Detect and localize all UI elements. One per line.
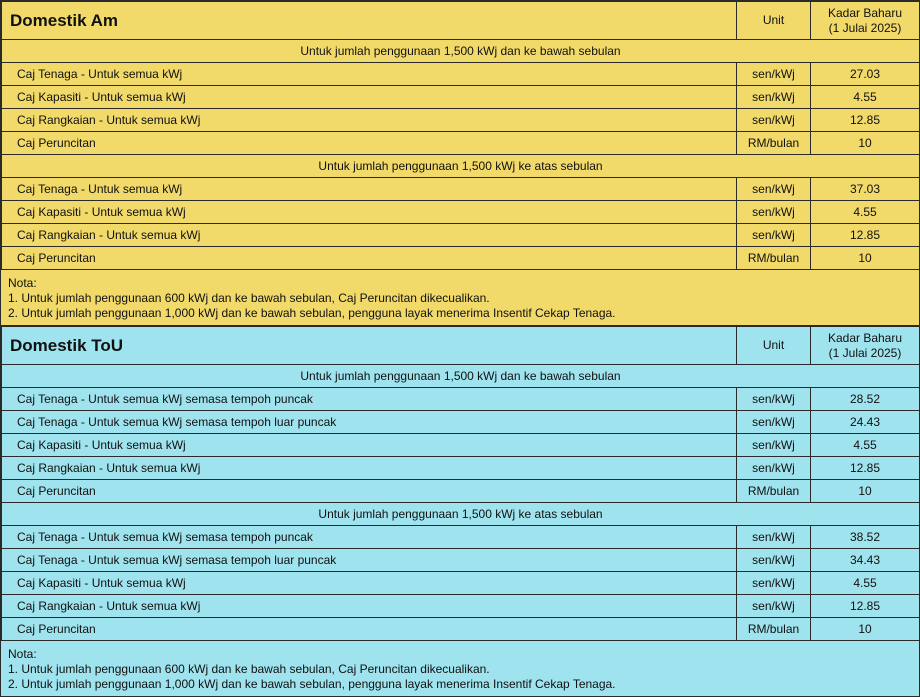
table-row <box>2 572 920 595</box>
charge-label: Caj Kapasiti - Untuk semua kWj <box>2 572 737 595</box>
charge-rate: 10 <box>811 132 920 155</box>
group-subheader: Untuk jumlah penggunaan 1,500 kWj dan ke bawah sebulan <box>2 40 920 63</box>
charge-label: Caj Tenaga - Untuk semua kWj <box>2 63 737 86</box>
charge-label: Caj Peruncitan <box>2 618 737 641</box>
charge-label: Caj Peruncitan <box>2 247 737 270</box>
table-row <box>2 549 920 572</box>
charge-unit: sen/kWj <box>737 63 811 86</box>
unit-column-header: Unit <box>737 2 811 40</box>
table-row <box>2 247 920 270</box>
table-row <box>2 618 920 641</box>
table-row <box>2 434 920 457</box>
charge-label: Caj Peruncitan <box>2 132 737 155</box>
group-subheader-row <box>2 503 920 526</box>
charge-rate: 10 <box>811 480 920 503</box>
charge-label: Caj Tenaga - Untuk semua kWj <box>2 178 737 201</box>
rate-column-header: Kadar Baharu (1 Julai 2025) <box>811 327 920 365</box>
charge-rate: 10 <box>811 618 920 641</box>
section-domestik-tou <box>0 326 920 697</box>
charge-unit: RM/bulan <box>737 132 811 155</box>
note-item: 2. Untuk jumlah penggunaan 1,000 kWj dan ke bawah sebulan, pengguna layak menerima Insentif Cekap Tenaga. <box>8 677 616 691</box>
charge-rate: 34.43 <box>811 549 920 572</box>
table-row <box>2 109 920 132</box>
charge-unit: RM/bulan <box>737 247 811 270</box>
charge-rate: 12.85 <box>811 109 920 132</box>
table-row <box>2 457 920 480</box>
charge-label: Caj Rangkaian - Untuk semua kWj <box>2 109 737 132</box>
charge-unit: sen/kWj <box>737 434 811 457</box>
notes-block <box>1 270 919 325</box>
charge-rate: 4.55 <box>811 201 920 224</box>
note-item: 1. Untuk jumlah penggunaan 600 kWj dan ke bawah sebulan, Caj Peruncitan dikecualikan. <box>8 291 490 305</box>
charge-unit: sen/kWj <box>737 411 811 434</box>
charge-rate: 12.85 <box>811 457 920 480</box>
charge-rate: 27.03 <box>811 63 920 86</box>
charge-rate: 10 <box>811 247 920 270</box>
charge-rate: 37.03 <box>811 178 920 201</box>
table-row <box>2 201 920 224</box>
section-title: Domestik Am <box>2 2 737 40</box>
charge-unit: sen/kWj <box>737 109 811 132</box>
table-row <box>2 411 920 434</box>
note-item: 1. Untuk jumlah penggunaan 600 kWj dan ke bawah sebulan, Caj Peruncitan dikecualikan. <box>8 662 490 676</box>
charge-unit: sen/kWj <box>737 526 811 549</box>
table-header-row <box>2 2 920 40</box>
tariff-table-tou <box>1 326 920 641</box>
charge-unit: sen/kWj <box>737 388 811 411</box>
charge-rate: 24.43 <box>811 411 920 434</box>
table-row <box>2 480 920 503</box>
charge-unit: sen/kWj <box>737 86 811 109</box>
section-domestik-am <box>0 0 920 326</box>
charge-label: Caj Tenaga - Untuk semua kWj semasa tempoh puncak <box>2 526 737 549</box>
table-row <box>2 63 920 86</box>
group-subheader-row <box>2 40 920 63</box>
charge-rate: 4.55 <box>811 86 920 109</box>
table-row <box>2 388 920 411</box>
charge-label: Caj Kapasiti - Untuk semua kWj <box>2 86 737 109</box>
charge-label: Caj Kapasiti - Untuk semua kWj <box>2 434 737 457</box>
rate-column-header: Kadar Baharu (1 Julai 2025) <box>811 2 920 40</box>
charge-unit: sen/kWj <box>737 224 811 247</box>
table-row <box>2 86 920 109</box>
charge-unit: sen/kWj <box>737 549 811 572</box>
charge-label: Caj Rangkaian - Untuk semua kWj <box>2 457 737 480</box>
charge-label: Caj Rangkaian - Untuk semua kWj <box>2 224 737 247</box>
note-item: 2. Untuk jumlah penggunaan 1,000 kWj dan ke bawah sebulan, pengguna layak menerima Insentif Cekap Tenaga. <box>8 306 616 320</box>
charge-rate: 4.55 <box>811 434 920 457</box>
charge-rate: 4.55 <box>811 572 920 595</box>
table-row <box>2 224 920 247</box>
charge-unit: sen/kWj <box>737 595 811 618</box>
group-subheader: Untuk jumlah penggunaan 1,500 kWj ke atas sebulan <box>2 155 920 178</box>
charge-unit: sen/kWj <box>737 178 811 201</box>
charge-unit: sen/kWj <box>737 201 811 224</box>
charge-label: Caj Peruncitan <box>2 480 737 503</box>
charge-rate: 38.52 <box>811 526 920 549</box>
table-header-row <box>2 327 920 365</box>
charge-label: Caj Tenaga - Untuk semua kWj semasa tempoh luar puncak <box>2 549 737 572</box>
section-title: Domestik ToU <box>2 327 737 365</box>
charge-label: Caj Kapasiti - Untuk semua kWj <box>2 201 737 224</box>
charge-label: Caj Rangkaian - Untuk semua kWj <box>2 595 737 618</box>
charge-rate: 12.85 <box>811 595 920 618</box>
table-row <box>2 526 920 549</box>
charge-unit: RM/bulan <box>737 480 811 503</box>
notes-heading: Nota: <box>8 276 37 290</box>
charge-label: Caj Tenaga - Untuk semua kWj semasa tempoh luar puncak <box>2 411 737 434</box>
table-row <box>2 132 920 155</box>
table-row <box>2 595 920 618</box>
group-subheader: Untuk jumlah penggunaan 1,500 kWj ke atas sebulan <box>2 503 920 526</box>
notes-heading: Nota: <box>8 647 37 661</box>
unit-column-header: Unit <box>737 327 811 365</box>
group-subheader: Untuk jumlah penggunaan 1,500 kWj dan ke bawah sebulan <box>2 365 920 388</box>
charge-rate: 12.85 <box>811 224 920 247</box>
charge-label: Caj Tenaga - Untuk semua kWj semasa tempoh puncak <box>2 388 737 411</box>
group-subheader-row <box>2 365 920 388</box>
notes-block <box>1 641 919 696</box>
charge-unit: sen/kWj <box>737 457 811 480</box>
group-subheader-row <box>2 155 920 178</box>
charge-unit: sen/kWj <box>737 572 811 595</box>
charge-rate: 28.52 <box>811 388 920 411</box>
table-row <box>2 178 920 201</box>
charge-unit: RM/bulan <box>737 618 811 641</box>
tariff-table-am <box>1 1 920 270</box>
